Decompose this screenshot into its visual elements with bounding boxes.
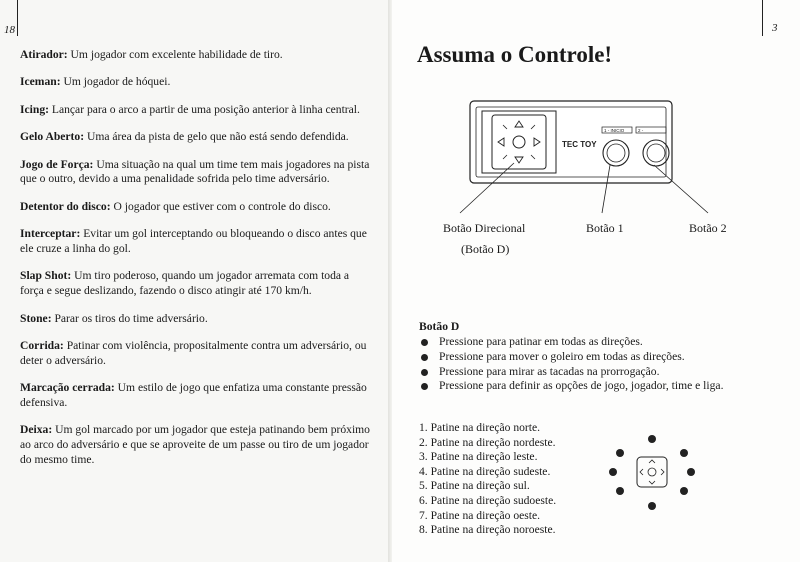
glossary-definition: Parar os tiros do time adversário. xyxy=(51,311,208,325)
direction-item: 5. Patine na direção sul. xyxy=(419,479,530,493)
direction-item: 2. Patine na direção nordeste. xyxy=(419,435,556,449)
glossary-definition: Lançar para o arco a partir de uma posição anterior à linha central. xyxy=(48,102,360,116)
direction-item: 4. Patine na direção sudeste. xyxy=(419,464,551,478)
direction-dot-northwest xyxy=(616,449,624,457)
bullet-item: Pressione para patinar em todas as direções. xyxy=(419,335,723,350)
bullet-item: Pressione para definir as opções de jogo, jogador, time e liga. xyxy=(419,379,723,394)
brand-logo: TEC TOY xyxy=(562,140,597,149)
glossary-entry xyxy=(20,158,370,188)
left-page-number: 18 xyxy=(4,24,15,36)
glossary-entry xyxy=(20,381,370,411)
glossary-definition: Evitar um gol interceptando ou bloqueando o disco antes que ele cruze a linha do gol. xyxy=(20,227,367,255)
glossary-term: Detentor do disco: xyxy=(20,199,111,213)
glossary-definition: O jogador que estiver com o controle do disco. xyxy=(110,199,331,213)
glossary-term: Stone: xyxy=(20,311,52,325)
right-page-number: 3 xyxy=(772,22,778,34)
glossary-term: Atirador: xyxy=(20,48,68,61)
glossary-term: Jogo de Força: xyxy=(20,157,94,171)
glossary-entry xyxy=(20,269,370,299)
glossary-definition: Um estilo de jogo que enfatiza uma constante pressão defensiva. xyxy=(20,381,367,409)
glossary-entry xyxy=(20,200,370,215)
page-title: Assuma o Controle! xyxy=(417,42,613,67)
direction-list xyxy=(419,421,556,538)
direction-dot-east xyxy=(687,468,695,476)
direction-dot-west xyxy=(609,468,617,476)
direction-item: 6. Patine na direção sudoeste. xyxy=(419,493,557,507)
direction-dot-northeast xyxy=(680,449,688,457)
glossary-definition: Um tiro poderoso, quando um jogador arremata com toda a força e segue deslizando, fazendo o disco atingir até 170 km/h. xyxy=(20,269,350,298)
left-page xyxy=(0,0,392,562)
glossary-entry xyxy=(20,227,370,257)
port-label-2: 2 - xyxy=(638,128,644,133)
label-button-2: Botão 2 xyxy=(689,221,727,235)
dpad-icon xyxy=(637,457,667,487)
left-page-rule xyxy=(17,0,18,36)
glossary-entry xyxy=(20,130,370,145)
glossary-definition: Uma situação na qual um time tem mais jogadores na pista que o outro, devido a uma penalidade sofrida pelo time adversário. xyxy=(20,157,370,186)
right-page-rule xyxy=(762,0,763,36)
label-button-1: Botão 1 xyxy=(586,221,624,235)
glossary-entry xyxy=(20,312,370,327)
direction-item: 3. Patine na direção leste. xyxy=(419,450,538,464)
glossary-entry xyxy=(20,48,370,63)
glossary-term: Interceptar: xyxy=(20,227,81,241)
glossary-entry xyxy=(20,75,370,90)
direction-item: 1. Patine na direção norte. xyxy=(419,421,541,434)
glossary-definition: Patinar com violência, propositalmente contra um adversário, ou deter o adversário. xyxy=(20,338,367,367)
glossary-definition: Um jogador de hóquei. xyxy=(60,75,171,89)
glossary-term: Deixa: xyxy=(20,423,53,437)
glossary-list xyxy=(20,48,370,480)
glossary-definition: Um gol marcado por um jogador que esteja patinando bem próximo ao arco do adversário e que se aproveite de um passe ou tiro de um jogador do mesmo time. xyxy=(20,423,370,466)
bullet-item: Pressione para mirar as tacadas na prorrogação. xyxy=(419,365,723,380)
bullet-item: Pressione para mover o goleiro em todas as direções. xyxy=(419,350,723,365)
glossary-entry xyxy=(20,339,370,369)
direction-diagram xyxy=(605,430,701,520)
glossary-term: Corrida: xyxy=(20,338,64,352)
glossary-term: Marcação cerrada: xyxy=(20,381,115,395)
direction-item: 8. Patine na direção noroeste. xyxy=(419,523,556,537)
direction-dot-southeast xyxy=(680,487,688,495)
glossary-definition: Uma área da pista de gelo que não está sendo defendida. xyxy=(84,130,349,144)
direction-item: 7. Patine na direção oeste. xyxy=(419,508,541,522)
direction-dot-southwest xyxy=(616,487,624,495)
direction-dot-south xyxy=(648,502,656,510)
glossary-term: Gelo Aberto: xyxy=(20,130,85,144)
glossary-entry xyxy=(20,423,370,467)
glossary-definition: Um jogador com excelente habilidade de tiro. xyxy=(67,48,283,61)
dpad-bullet-list xyxy=(419,335,723,394)
glossary-term: Iceman: xyxy=(20,75,61,89)
label-dpad: Botão Direcional xyxy=(443,221,526,235)
port-label-1: 1 - INICIO xyxy=(604,128,625,133)
direction-dot-north xyxy=(648,435,656,443)
section-title: Botão D xyxy=(419,320,460,333)
glossary-term: Icing: xyxy=(20,102,49,116)
glossary-term: Slap Shot: xyxy=(20,269,72,283)
glossary-entry xyxy=(20,103,370,118)
leader-line xyxy=(654,165,708,213)
controller-illustration xyxy=(392,95,800,215)
label-dpad-sub: (Botão D) xyxy=(461,242,510,256)
